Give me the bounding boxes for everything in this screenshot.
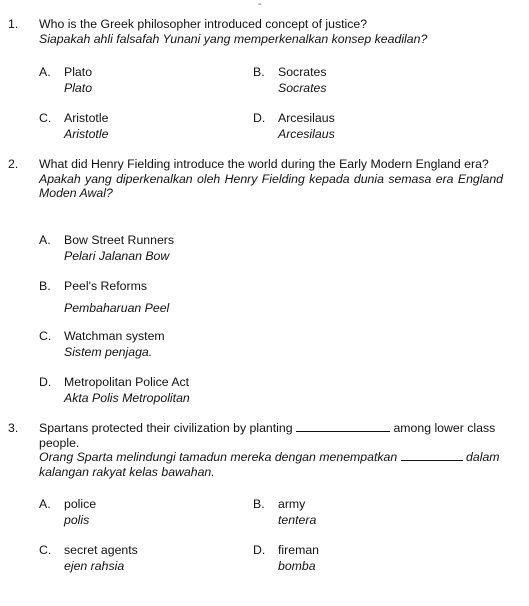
option-text-ms: Pelari Jalanan Bow (64, 248, 170, 263)
q2-option-a[interactable] (39, 233, 174, 264)
option-text-ms: polis (64, 512, 90, 527)
option-letter: B. (253, 65, 265, 79)
option-letter: D. (253, 543, 266, 557)
option-letter: A. (39, 65, 51, 79)
q3-option-d[interactable] (253, 543, 319, 574)
question-text (39, 157, 503, 201)
question-text-en-part1: Spartans protected their civilization by planting (39, 421, 293, 435)
question-text-ms: Siapakah ahli falsafah Yunani yang memperkenalkan konsep keadilan? (39, 31, 428, 46)
option-letter: A. (39, 497, 51, 511)
question-text-ms-part2: dalam kalangan rakyat kelas bawahan. (39, 450, 500, 479)
question-text-en: Who is the Greek philosopher introduced concept of justice? (39, 17, 368, 31)
question-number: 2. (8, 157, 19, 171)
question-number: 3. (8, 421, 19, 435)
option-text-en: Peel's Reforms (64, 279, 147, 293)
option-text-ms: tentera (278, 512, 317, 527)
question-3 (8, 421, 503, 479)
q1-option-a[interactable] (39, 65, 92, 96)
option-letter: C. (39, 543, 52, 557)
option-text-en: secret agents (64, 543, 138, 557)
option-text-ms: Akta Polis Metropolitan (64, 390, 190, 405)
option-text-ms: Sistem penjaga. (64, 344, 153, 359)
question-text-ms: Apakah yang diperkenalkan oleh Henry Fielding kepada dunia semasa era England Moden Awal? (39, 171, 503, 200)
q2-option-b[interactable] (39, 279, 169, 316)
question-text (39, 17, 503, 46)
option-text-en: police (64, 497, 97, 511)
q1-option-b[interactable] (253, 65, 327, 96)
option-letter: B. (253, 497, 265, 511)
option-text-en: Metropolitan Police Act (64, 375, 190, 389)
option-letter: A. (39, 233, 51, 247)
option-text-ms: Pembaharuan Peel (64, 300, 170, 315)
question-text-en: What did Henry Fielding introduce the world during the Early Modern England era? (39, 157, 489, 171)
option-text-ms: ejen rahsia (64, 558, 125, 573)
question-text (39, 421, 501, 479)
option-text-ms: Plato (64, 80, 93, 95)
answer-blank (296, 421, 390, 432)
option-text-ms: Arcesilaus (278, 126, 335, 141)
option-text-ms: Aristotle (64, 126, 109, 141)
option-text-ms: bomba (278, 558, 316, 573)
option-text-en: Socrates (278, 65, 327, 79)
option-text-ms: Socrates (278, 80, 327, 95)
q1-option-d[interactable] (253, 111, 335, 142)
question-text-en (39, 421, 501, 450)
question-1 (8, 17, 503, 46)
q3-option-a[interactable] (39, 497, 96, 528)
q2-option-d[interactable] (39, 375, 190, 406)
question-2 (8, 157, 503, 201)
answer-blank (401, 450, 463, 461)
q3-option-c[interactable] (39, 543, 138, 574)
option-text-en: Plato (64, 65, 93, 79)
option-letter: B. (39, 279, 51, 293)
question-text-en-part2: among lower class people. (39, 421, 496, 450)
option-text-en: army (278, 497, 306, 511)
option-letter: D. (39, 375, 52, 389)
question-text-ms (39, 450, 501, 479)
option-text-en: Arcesilaus (278, 111, 335, 125)
option-letter: C. (39, 111, 52, 125)
q1-option-c[interactable] (39, 111, 108, 142)
question-number: 1. (8, 17, 19, 31)
option-text-en: Bow Street Runners (64, 233, 175, 247)
option-text-en: Aristotle (64, 111, 109, 125)
option-text-en: Watchman system (64, 329, 165, 343)
option-text-en: fireman (278, 543, 320, 557)
page-top-mark: - (258, 0, 262, 10)
q3-option-b[interactable] (253, 497, 316, 528)
option-letter: C. (39, 329, 52, 343)
option-letter: D. (253, 111, 266, 125)
q2-option-c[interactable] (39, 329, 165, 360)
question-text-ms-part1: Orang Sparta melindungi tamadun mereka dengan menempatkan (39, 450, 398, 464)
